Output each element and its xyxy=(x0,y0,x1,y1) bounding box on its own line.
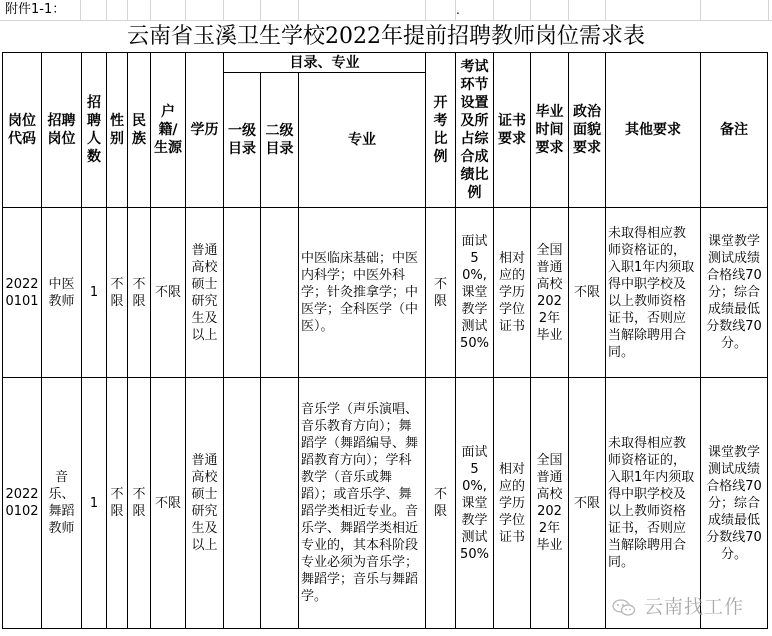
header-post-code: 岗位代码 xyxy=(3,53,42,208)
cell-post-name: 音乐、舞蹈教师 xyxy=(42,378,82,629)
cell-ethnicity: 不限 xyxy=(128,378,151,629)
cell-catalog-level2 xyxy=(261,378,299,629)
header-political: 政治面貌要求 xyxy=(569,53,606,208)
cell-gender: 不限 xyxy=(107,208,128,378)
cell-post-name: 中医教师 xyxy=(42,208,82,378)
grid-cell xyxy=(80,0,107,20)
cell-certificate: 相对应的学历学位证书 xyxy=(494,378,531,629)
cell-remarks: 课堂教学测试成绩合格线70分；综合成绩最低分数线70分。 xyxy=(701,208,768,378)
header-graduation: 毕业时间要求 xyxy=(531,53,569,208)
grid-cell xyxy=(185,0,224,20)
grid-cell xyxy=(298,0,426,20)
grid-cell xyxy=(455,0,494,20)
grid-cell xyxy=(700,0,769,20)
cell-household: 不限 xyxy=(151,208,186,378)
header-remarks: 备注 xyxy=(701,53,768,208)
cell-ethnicity: 不限 xyxy=(128,208,151,378)
watermark-text: 云南找工作 xyxy=(644,596,745,618)
sheet-title: 云南省玉溪卫生学校2022年提前招聘教师岗位需求表 xyxy=(127,24,645,49)
header-major: 专业 xyxy=(299,73,426,208)
cell-catalog-level2 xyxy=(261,208,299,378)
grid-cell xyxy=(605,0,701,20)
cell-political: 不限 xyxy=(569,378,606,629)
header-gender: 性别 xyxy=(107,53,128,208)
header-education: 学历 xyxy=(186,53,224,208)
cell-remarks: 课堂教学测试成绩合格线70分；综合成绩最低分数线70分。 xyxy=(701,378,768,629)
wechat-icon xyxy=(612,599,636,617)
cell-headcount: 1 xyxy=(82,208,107,378)
cell-exam-ratio: 不限 xyxy=(426,378,456,629)
cell-graduation: 全国普通高校2022年毕业 xyxy=(531,378,569,629)
table-row xyxy=(3,378,768,629)
header-row-top xyxy=(3,53,768,73)
cell-gender: 不限 xyxy=(107,378,128,629)
cell-post-code: 20220101 xyxy=(3,208,42,378)
cell-exam-setup: 面试50%,课堂教学测试50% xyxy=(456,208,494,378)
header-catalog-level1: 一级目录 xyxy=(224,73,261,208)
table-row xyxy=(3,208,768,378)
cell-catalog-level1 xyxy=(224,378,261,629)
cell-education: 普通高校硕士研究生及以上 xyxy=(186,208,224,378)
header-exam-setup: 考试环节设置及所占综合成绩比例 xyxy=(456,53,494,208)
cell-catalog-level1 xyxy=(224,208,261,378)
grid-cell xyxy=(223,0,261,20)
cell-certificate: 相对应的学历学位证书 xyxy=(494,208,531,378)
header-other: 其他要求 xyxy=(606,53,701,208)
cell-political: 不限 xyxy=(569,208,606,378)
attachment-label: 附件1-1： xyxy=(5,2,66,17)
cell-education: 普通高校硕士研究生及以上 xyxy=(186,378,224,629)
cell-other: 未取得相应教师资格证的，入职1年内须取得中职学校及以上教师资格证书，否则应当解除聘用合同。 xyxy=(606,208,701,378)
cell-headcount: 1 xyxy=(82,378,107,629)
header-ethnicity: 民族 xyxy=(128,53,151,208)
header-catalog-group: 目录、专业 xyxy=(224,53,426,73)
grid-cell xyxy=(568,0,606,20)
header-headcount: 招聘人数 xyxy=(82,53,107,208)
grid-cell xyxy=(425,0,456,20)
cell-exam-setup: 面试50%,课堂教学测试50% xyxy=(456,378,494,629)
grid-cell xyxy=(493,0,531,20)
stray-mark: . xyxy=(456,3,460,17)
cell-graduation: 全国普通高校2022年毕业 xyxy=(531,208,569,378)
cell-household: 不限 xyxy=(151,378,186,629)
header-post-name: 招聘岗位 xyxy=(42,53,82,208)
grid-cell xyxy=(150,0,186,20)
cell-major: 中医临床基础；中医内科学；中医外科学；针灸推拿学；中医学；全科医学（中医）。 xyxy=(299,208,426,378)
header-certificate: 证书要求 xyxy=(494,53,531,208)
header-catalog-level2: 二级目录 xyxy=(261,73,299,208)
cell-other: 未取得相应教师资格证的，入职1年内须取得中职学校及以上教师资格证书，否则应当解除聘用合同。 xyxy=(606,378,701,629)
header-household: 户籍/生源 xyxy=(151,53,186,208)
grid-cell xyxy=(530,0,569,20)
cell-major: 音乐学（声乐演唱、音乐教育方向）；舞蹈学（舞蹈编导、舞蹈教育方向）；学科教学（音乐或舞蹈）；或音乐学、舞蹈学类相近专业。音乐学、舞蹈学类相近专业的，其本科阶段专业必须为音乐学；舞蹈学；音乐与舞蹈学。 xyxy=(299,378,426,629)
grid-cell xyxy=(106,0,128,20)
cell-exam-ratio: 不限 xyxy=(426,208,456,378)
cell-post-code: 20220102 xyxy=(3,378,42,629)
job-requirements-table xyxy=(2,52,768,629)
gridline-row-attachment xyxy=(0,0,772,21)
header-exam-ratio: 开考比例 xyxy=(426,53,456,208)
grid-cell xyxy=(260,0,299,20)
grid-cell xyxy=(127,0,151,20)
watermark xyxy=(612,592,744,619)
